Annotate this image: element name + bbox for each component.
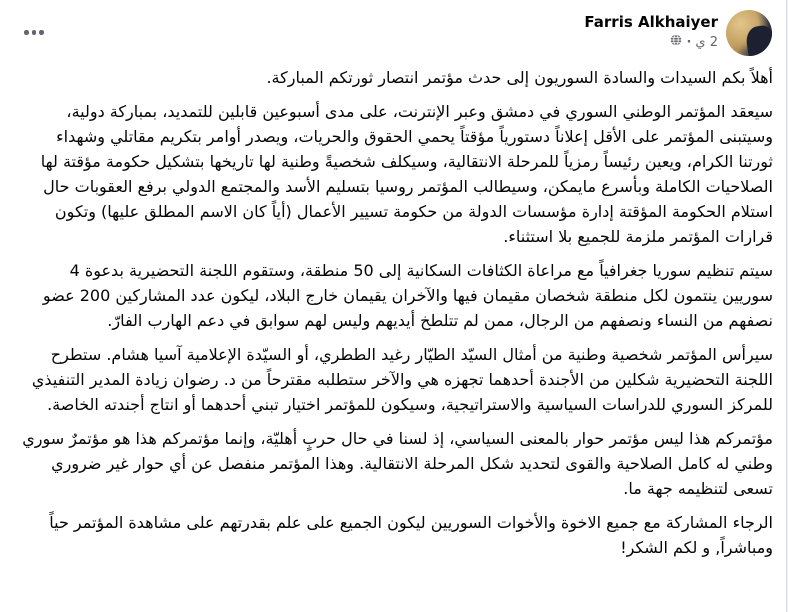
post-paragraph: الرجاء المشاركة مع جميع الاخوة والأخوات السوريين ليكون الجميع على علم بقدرتهم على مشاهدة المؤتمر حياً ومباشراً, و لكم الشكر! — [49, 513, 773, 557]
post-meta — [670, 34, 718, 51]
post-body — [0, 56, 786, 560]
timestamp[interactable]: 2 ي — [695, 34, 718, 50]
ellipsis-icon — [32, 30, 37, 35]
post-paragraph: أهلاً بكم السيدات والسادة السوريون إلى حدث مؤتمر انتصار ثورتكم المباركة. — [266, 68, 773, 87]
ellipsis-icon — [24, 30, 29, 35]
post-paragraph: سيرأس المؤتمر شخصية وطنية من أمثال السيّد الطيّار رغيد الططري، أو السيّدة الإعلامية آسيا هشام. ستطرح اللجنة التحضيرية شكلين من الأجندة أحدهما تجهزه هي والآخر ستطلبه مقترحاً من د. رضوان زيادة المدير التنفيذي للمركز السوري للدراسات السياسية والاستراتيجية، وسيكون للمؤتمر اختيار تبني أحدهما أو انتاج أجندته الخاصة. — [31, 345, 773, 414]
globe-icon — [670, 34, 682, 51]
post-header — [0, 0, 786, 56]
post-paragraph: سيعقد المؤتمر الوطني السوري في دمشق وعبر الإنترنت، على مدى أسبوعين قابلين للتمديد، بمباركة دولية، وسيتبنى المؤتمر على الأقل إعلاناً دستورياً مؤقتاً يحمي الحقوق والحريات، ويصدر أوامر بتكريم مقاتلي وشهداء ثورتنا الكرام، ويعين رئيساً رمزياً للمرحلة الانتقالية، وسيكلف شخصيةً وطنية لها تاريخها بتشكيل حكومة مؤقتة لها الصلاحيات الكاملة وبأسرع مايمكن، وسيطالب المؤتمر روسيا بتسليم الأسد والمجتمع الدولي برفع العقوبات حال استلام الحكومة المؤقتة إدارة مؤسسات الدولة من حكومة تسيير الأعمال (أياً كان الاسم المطلق عليها) وتكون قرارات المؤتمر ملزمة للجميع بلا استثناء. — [40, 102, 773, 246]
meta-separator: · — [686, 34, 692, 50]
ellipsis-icon — [39, 30, 44, 35]
avatar[interactable] — [726, 10, 772, 56]
post-paragraph: سيتم تنظيم سوريا جغرافياً مع مراعاة الكثافات السكانية إلى 50 منطقة، وستقوم اللجنة التحضيرية بدعوة 4 سوريين ينتمون لكل منطقة شخصان مقيمان فيها والآخران يقيمان خارج البلاد، ليكون عدد المشاركين 200 عضو نصفهم من النساء ونصفهم من الرجال، ممن لم تتلطخ أيديهم وليس لهم سوابق في دعم الهارب الفارّ. — [42, 261, 773, 330]
post-paragraph: مؤتمركم هذا ليس مؤتمر حوار بالمعنى السياسي، إذ لسنا في حال حربٍ أهليّة، وإنما مؤتمركم هذا هو مؤتمرٌ سوري وطني له كامل الصلاحية والقوى لتحديد شكل المرحلة الانتقالية. وهذا المؤتمر منفصل عن أي حوار غير ضروري تسعى لتنظيمه جهة ما. — [22, 429, 773, 498]
author-block — [584, 10, 718, 51]
more-options-button[interactable] — [22, 24, 46, 41]
author-name[interactable]: Farris Alkhaiyer — [584, 13, 718, 31]
